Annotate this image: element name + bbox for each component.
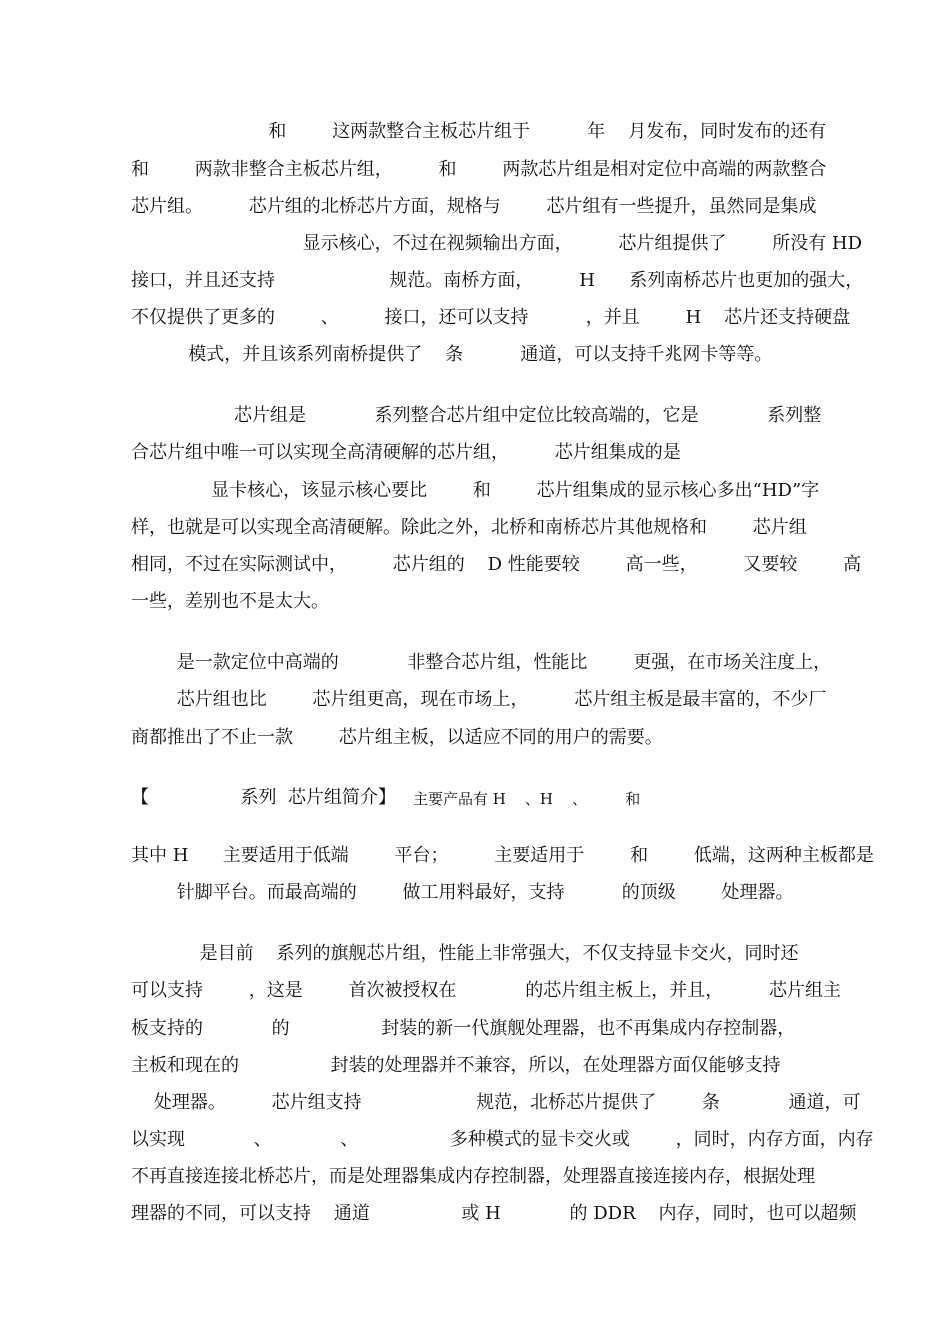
text-line: 针脚平台。而最高端的 做工用料最好，支持 的顶级 处理器。 xyxy=(131,882,794,903)
text-line: 芯片组也比 芯片组更高，现在市场上， 芯片组主板是最丰富的，不少厂 xyxy=(131,689,827,710)
text-line: 和 这两款整合主板芯片组于 年 月发布，同时发布的还有 xyxy=(131,121,827,142)
section-heading-tail: 主要产品有 H 、H 、 和 xyxy=(413,790,641,808)
text-line: 模式，并且该系列南桥提供了 条 通道，可以支持千兆网卡等等。 xyxy=(131,344,773,365)
text-line: 显卡核心，该显示核心要比 和 芯片组集成的显示核心多出“HD”字 xyxy=(131,480,820,501)
text-line: 相同，不过在实际测试中， 芯片组的 D 性能要较 高一些， 又要较 高 xyxy=(131,554,862,575)
text-line: 不再直接连接北桥芯片，而是处理器集成内存控制器，处理器直接连接内存，根据处理 xyxy=(131,1166,815,1187)
text-line: 芯片组是 系列整合芯片组中定位比较高端的，它是 系列整 xyxy=(131,405,822,426)
text-line: 可以支持 ，这是 首次被授权在 的芯片组主板上，并且， 芯片组主 xyxy=(131,980,841,1001)
text-line: 理器的不同，可以支持 通道 或 H 的 DDR 内存，同时，也可以超频 xyxy=(131,1203,857,1224)
section-heading: 【 系列 芯片组简介】 xyxy=(131,787,396,808)
text-line: 主板和现在的 封装的处理器并不兼容，所以，在处理器方面仅能够支持 xyxy=(131,1055,781,1076)
text-line: 接口，并且还支持 规范。南桥方面， H 系列南桥芯片也更加的强大， xyxy=(131,270,864,291)
text-line: 合芯片组中唯一可以实现全高清硬解的芯片组， 芯片组集成的是 xyxy=(131,442,681,463)
text-line: 以实现 、 、 多种模式的显卡交火或 ，同时，内存方面，内存 xyxy=(131,1129,874,1150)
text-line: 是目前 系列的旗舰芯片组，性能上非常强大，不仅支持显卡交火，同时还 xyxy=(131,943,799,964)
text-line: 芯片组。 芯片组的北桥芯片方面，规格与 芯片组有一些提升，虽然同是集成 xyxy=(131,196,817,217)
text-line: 样，也就是可以实现全高清硬解。除此之外，北桥和南桥芯片其他规格和 芯片组 xyxy=(131,517,807,538)
text-line: 一些，差别也不是太大。 xyxy=(131,591,329,612)
text-line: 商都推出了不止一款 芯片组主板，以适应不同的用户的需要。 xyxy=(131,727,663,748)
text-line: 显示核心，不过在视频输出方面， 芯片组提供了 所没有 HD xyxy=(131,233,863,254)
text-line: 处理器。 芯片组支持 规范，北桥芯片提供了 条 通道，可 xyxy=(131,1092,861,1113)
text-line: 板支持的 的 封装的新一代旗舰处理器，也不再集成内存控制器， xyxy=(131,1018,796,1039)
text-line: 是一款定位中高端的 非整合芯片组，性能比 更强，在市场关注度上， xyxy=(131,652,832,673)
text-line: 不仅提供了更多的 、 接口，还可以支持 ，并且 H 芯片还支持硬盘 xyxy=(131,307,851,328)
text-line: 其中 H 主要适用于低端 平台； 主要适用于 和 低端，这两种主板都是 xyxy=(131,845,874,866)
text-line: 和 两款非整合主板芯片组， 和 两款芯片组是相对定位中高端的两款整合 xyxy=(131,159,827,180)
